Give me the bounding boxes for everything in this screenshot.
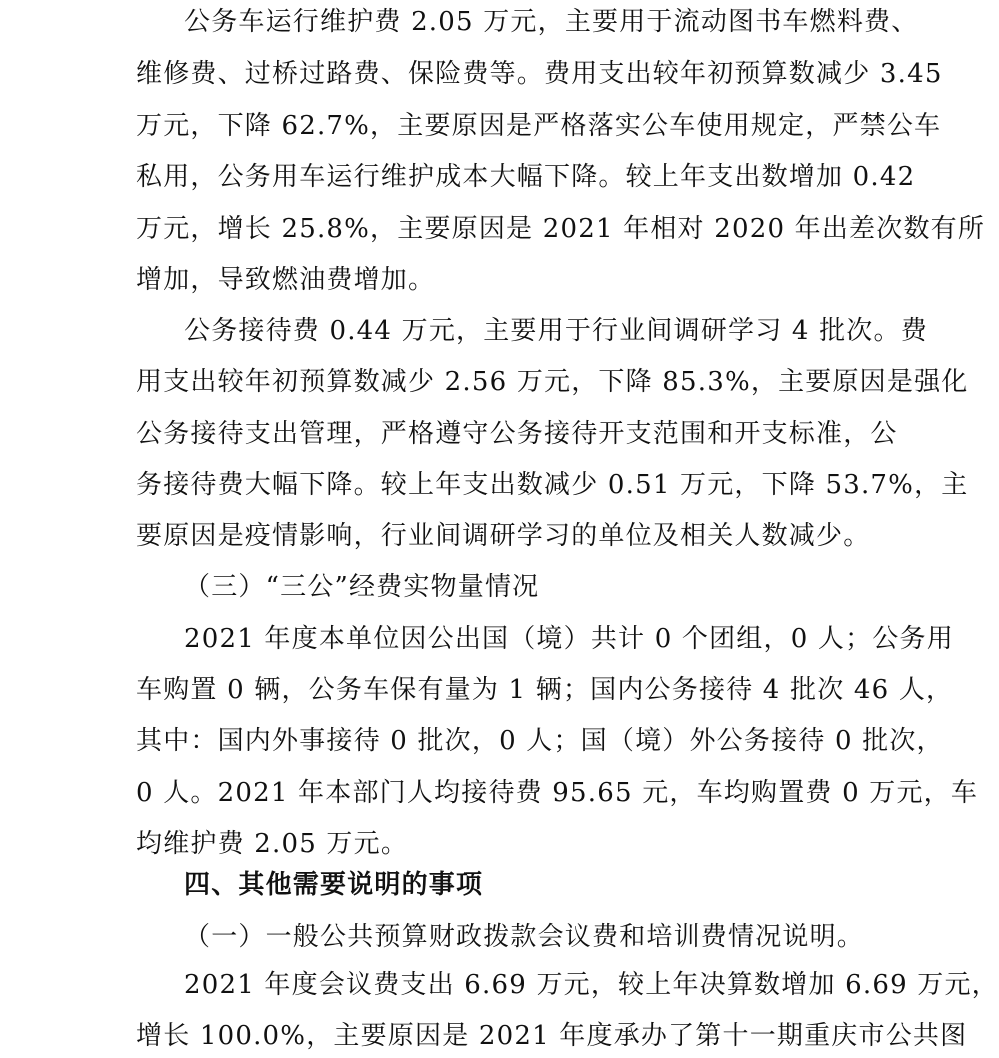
paragraph-line: 万元，增长 25.8%，主要原因是 2021 年相对 2020 年出差次数有所 [136, 214, 986, 244]
subsection-heading: （三）“三公”经费实物量情况 [184, 572, 540, 602]
paragraph-line: 增加，导致燃油费增加。 [136, 265, 436, 295]
paragraph-line: 车购置 0 辆，公务车保有量为 1 辆；国内公务接待 4 批次 46 人， [136, 675, 954, 705]
paragraph-line: 用支出较年初预算数减少 2.56 万元，下降 85.3%，主要原因是强化 [136, 367, 969, 397]
paragraph-line: 公务接待费 0.44 万元，主要用于行业间调研学习 4 批次。费 [184, 316, 928, 346]
paragraph-line: 增长 100.0%，主要原因是 2021 年度承办了第十一期重庆市公共图 [136, 1021, 968, 1051]
paragraph-line: 均维护费 2.05 万元。 [136, 829, 409, 859]
section-heading: 四、其他需要说明的事项 [184, 870, 484, 900]
paragraph-line: 2021 年度本单位因公出国（境）共计 0 个团组，0 人；公务用 [184, 624, 954, 654]
paragraph-line: 要原因是疫情影响，行业间调研学习的单位及相关人数减少。 [136, 521, 871, 551]
paragraph-line: 万元，下降 62.7%，主要原因是严格落实公车使用规定，严禁公车 [136, 111, 942, 141]
paragraph-line: 2021 年度会议费支出 6.69 万元，较上年决算数增加 6.69 万元， [184, 970, 999, 1000]
paragraph-line: 务接待费大幅下降。较上年支出数减少 0.51 万元，下降 53.7%，主 [136, 470, 969, 500]
subsection-heading: （一）一般公共预算财政拨款会议费和培训费情况说明。 [184, 922, 865, 952]
paragraph-line: 0 人。2021 年本部门人均接待费 95.65 元，车均购置费 0 万元，车 [136, 778, 979, 808]
paragraph-line: 维修费、过桥过路费、保险费等。费用支出较年初预算数减少 3.45 [136, 59, 943, 89]
paragraph-line: 私用，公务用车运行维护成本大幅下降。较上年支出数增加 0.42 [136, 162, 916, 192]
paragraph-line: 其中：国内外事接待 0 批次，0 人；国（境）外公务接待 0 批次， [136, 726, 944, 756]
paragraph-line: 公务接待支出管理，严格遵守公务接待开支范围和开支标准，公 [136, 419, 898, 449]
paragraph-line: 公务车运行维护费 2.05 万元，主要用于流动图书车燃料费、 [184, 7, 919, 37]
